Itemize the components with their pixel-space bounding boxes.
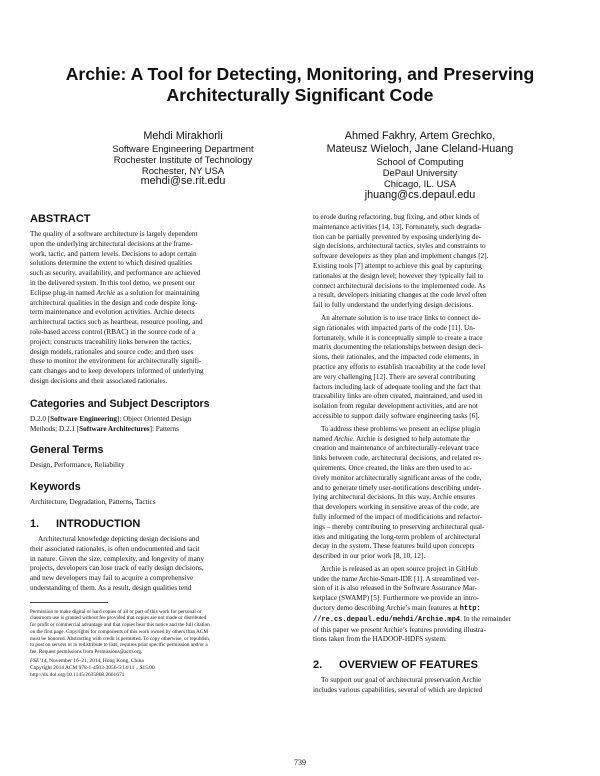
author-affiliation: Rochester, NY USA <box>141 165 225 176</box>
text-line: architectural qualities in the design and code despite long- <box>30 298 198 307</box>
title-line: Archie: A Tool for Detecting, Monitoring, and Preserving <box>65 64 535 84</box>
author-affiliation: DePaul University <box>382 167 458 178</box>
text-line: matrix documenting the relationships between design deci- <box>313 343 483 352</box>
abstract-body <box>30 230 280 387</box>
text-line: design models, rationales and source code; and then uses <box>30 347 194 356</box>
text-line: fully informed of the impact of modifications and refactor- <box>313 512 483 521</box>
text-line: quirements. Once created, the links are then used to ac- <box>313 463 473 472</box>
footnote-line: must be honored. Abstracting with credit is permitted. To copy otherwise, or republish, <box>30 635 211 642</box>
paragraph <box>313 425 563 562</box>
text-line: To support our goal of architectural preservation Archie <box>321 676 482 685</box>
text-line <box>313 615 563 626</box>
demo-url[interactable]: http: <box>459 605 481 614</box>
general-terms-text: Design, Performance, Reliability <box>30 461 125 470</box>
text-line: solutions determine the extent to which desired qualities <box>30 259 192 268</box>
text-line: To address these problems we present an eclipse plugin <box>321 424 481 433</box>
text-line: software developers as they plan and implement changes [2]. <box>313 252 489 261</box>
text-run: , November 16–21, 2014, Hong Kong, China <box>46 657 144 664</box>
footnote-line: for profit or commercial advantage and that copies bear this notice and the full citation <box>30 622 210 629</box>
author-name: Mateusz Wieloch, Jane Cleland-Huang <box>326 143 514 155</box>
page-number: 739 <box>294 758 306 767</box>
text-line: a result, developers initiating changes at the code level often <box>313 291 487 300</box>
text-run: as a solution for maintaining <box>115 288 200 297</box>
text-line: sion of it is also released in the Software Assurance Mar- <box>313 584 477 593</box>
demo-url[interactable]: //re.cs.depaul.edu/mehdi/Archie.mp4 <box>313 615 461 624</box>
text-line: traceability links are often created, maintained, and used in <box>313 392 483 401</box>
section-heading <box>30 518 280 531</box>
text-line: term maintenance and evolution activities. Archie detects <box>30 308 195 317</box>
text-line: upon the underlying architectural decisions at the frame- <box>30 239 193 248</box>
text-line: accessible to support daily software engineering tasks [6]. <box>313 411 480 420</box>
text-line <box>313 435 563 445</box>
section-heading <box>313 659 563 672</box>
text-line: tion can be partially prevented by exposing underlying de- <box>313 232 482 241</box>
section-number: 1. <box>30 517 40 530</box>
author-email: jhuang@cs.depaul.edu <box>364 189 476 201</box>
text-line <box>30 425 280 435</box>
text-line: An alternate solution is to use trace links to connect de- <box>321 313 481 322</box>
text-line: in the delivered system. In this tool demo, we present our <box>30 278 195 287</box>
author-affiliation: Chicago, IL. USA <box>384 178 456 189</box>
text-line: Archie is released as an open source project in GitHub <box>321 564 478 573</box>
text-run: ductory demo describing Archie’s main features at <box>313 604 460 613</box>
copyright-line: Copyright 2014 ACM 978-1-4503-3056-5/14/11 ...$15.00 <box>30 664 155 671</box>
permission-footnote <box>30 609 280 679</box>
text-line <box>30 289 280 299</box>
text-line: lying architectural decisions. In this way, Archie ensures <box>313 493 476 502</box>
text-line: sign decisions, architectural tactics, styles and constraints to <box>313 242 486 251</box>
keywords-text: Architecture, Degradation, Patterns, Tactics <box>30 498 156 507</box>
text-run: . Archie is designed to help automate the <box>352 434 470 443</box>
text-line: maintenance activities [14, 13]. Fortunately, such degrada- <box>313 222 482 231</box>
text-line: projects, developers can lose track of early design decisions, <box>30 564 204 573</box>
text-line: sign rationales with impacted parts of the code [11]. Un- <box>313 323 476 332</box>
text-line: ings – thereby contributing to preserving architectural qual- <box>313 522 485 531</box>
text-line: of this paper we present Archie’s features providing illustra- <box>313 625 486 634</box>
text-line: in nature. Given the size, complexity, and longevity of many <box>30 554 204 563</box>
section-title: OVERVIEW OF FEATURES <box>339 659 478 672</box>
author-affiliation: Software Engineering Department <box>112 143 254 154</box>
text-line: project; constructs traceability links between the tactics, <box>30 337 192 346</box>
text-line <box>313 604 563 615</box>
text-run: . In the remainder <box>460 614 512 623</box>
text-line: described in our prior work [8, 10, 12]. <box>313 552 426 561</box>
categories-heading: Categories and Subject Descriptors <box>30 397 210 410</box>
text-line: decay in the system. These features build upon concepts <box>313 542 475 551</box>
text-run: ]: Patterns <box>149 424 179 433</box>
text-line: Architectural knowledge depicting design decisions and <box>38 534 200 543</box>
paragraph <box>313 213 563 311</box>
category-term: Software Engineering <box>50 414 117 423</box>
author-name: Mehdi Mirakhorli <box>143 130 223 142</box>
title-line: Architecturally Significant Code <box>166 85 434 105</box>
paragraph <box>313 565 563 645</box>
right-column <box>313 213 563 696</box>
text-line: fortunately, while it is conceptually simple to create a trace <box>313 333 483 342</box>
text-run: Methods; D.2.1 [ <box>30 424 80 433</box>
text-line: tions taken from the HADOOP-HDFS system. <box>313 635 447 644</box>
text-line: are very challenging [12]. There are several contributing <box>313 372 476 381</box>
footnote-line: on the first page. Copyrights for components of this work owned by others than ACM <box>30 628 208 635</box>
text-line: role-based access control (RBAC) in the source code of a <box>30 327 196 336</box>
text-line: links between code, architectural decisions, and related re- <box>313 454 482 463</box>
general-terms-heading: General Terms <box>30 444 104 457</box>
author-block <box>312 130 528 201</box>
section-title: INTRODUCTION <box>56 517 141 530</box>
text-line: work, tactic, and pattern levels. Decisions to adopt certain <box>30 249 197 258</box>
section-number: 2. <box>313 659 323 672</box>
text-line <box>30 415 280 425</box>
text-line: sions, their rationales, and the impacted code elements, in <box>313 353 479 362</box>
text-line: and new developers may fail to acquire a comprehensive <box>30 574 194 583</box>
text-line: design decisions and their associated rationales. <box>30 376 168 385</box>
text-run: ]: Object Oriented Design <box>116 414 192 423</box>
text-line: ketplace (SWAMP) [5]. Furthermore we provide an intro- <box>313 594 480 603</box>
author-affiliation: School of Computing <box>376 156 464 167</box>
footnote-line: classroom use is granted without fee provided that copies are not made or distributed <box>30 615 207 622</box>
text-line: these to monitor the environment for architecturally signifi- <box>30 357 202 366</box>
text-line: fail to fully understand the underlying design decisions. <box>313 301 474 310</box>
text-line: factors including lack of adequate tooling and the fact that <box>313 382 481 391</box>
tool-name: Archie <box>96 288 116 297</box>
conference-line <box>30 658 280 665</box>
text-line: cant changes and to keep developers informed of underlying <box>30 367 204 376</box>
author-email: mehdi@se.rit.edu <box>140 175 226 187</box>
footnote-line: Permission to make digital or hard copies of all or part of this work for personal or <box>30 608 202 615</box>
text-line: to erode during refactoring, bug fixing, and other kinds of <box>313 213 480 221</box>
author-affiliation: Rochester Institute of Technology <box>113 154 253 165</box>
footnote-divider <box>30 602 108 603</box>
tool-name: Archie <box>333 434 353 443</box>
text-line: Existing tools [7] attempt to achieve this goal by capturing <box>313 261 482 270</box>
text-line: their associated rationales, is often undocumented and tacit <box>30 544 200 553</box>
text-line: ities and mitigating the long-term problem of architectural <box>313 532 481 541</box>
category-term: Software Architectures <box>79 424 150 433</box>
text-line: practice any efforts to establish traceability at the code level <box>313 362 486 371</box>
conference-name: FSE’14 <box>30 657 47 664</box>
text-line: The quality of a software architecture is largely dependent <box>30 230 198 238</box>
text-line: rationales at the design level; however they typically fail to <box>313 271 484 280</box>
text-run: D.2.0 [ <box>30 414 51 423</box>
text-line: and to generate timely user-notifications describing under- <box>313 483 482 492</box>
paper-title <box>30 64 570 106</box>
text-run: named <box>313 434 334 443</box>
author-name: Ahmed Fakhry, Artem Grechko, <box>344 130 496 142</box>
abstract-heading: ABSTRACT <box>30 213 91 225</box>
text-line: connect architectural decisions to the implemented code. As <box>313 281 486 290</box>
footnote-line: to post on servers or to redistribute to lists, requires prior specific permission and/or a <box>30 642 208 649</box>
keywords-heading: Keywords <box>30 481 81 494</box>
text-line: includes various capabilities, several of which are depicted <box>313 686 483 695</box>
text-line: that developers working in sensitive areas of the code, are <box>313 503 480 512</box>
footnote-line: fee. Request permissions from Permissions@acm.org. <box>30 648 143 655</box>
paragraph <box>313 314 563 422</box>
text-line: under the name Archie-Smart-IDE [1]. A streamlined ver- <box>313 574 479 583</box>
author-block <box>75 130 291 187</box>
doi-line: http://dx.doi.org/10.1145/2635868.2661671 <box>30 671 125 678</box>
text-line: architectural tactics such as heartbeat, resource pooling, and <box>30 318 203 327</box>
text-line: tively monitor architecturally significant areas of the code, <box>313 473 482 482</box>
text-line: understanding of them. As a result, design qualities tend <box>30 583 192 592</box>
text-run: Eclipse plug-in named <box>30 288 97 297</box>
left-column <box>30 213 280 679</box>
text-line: creation and maintenance of architecturally-relevant trace <box>313 444 479 453</box>
text-line: such as security, availability, and performance are achieved <box>30 269 201 278</box>
text-line: isolation from regular development activities, and are not <box>313 402 478 411</box>
